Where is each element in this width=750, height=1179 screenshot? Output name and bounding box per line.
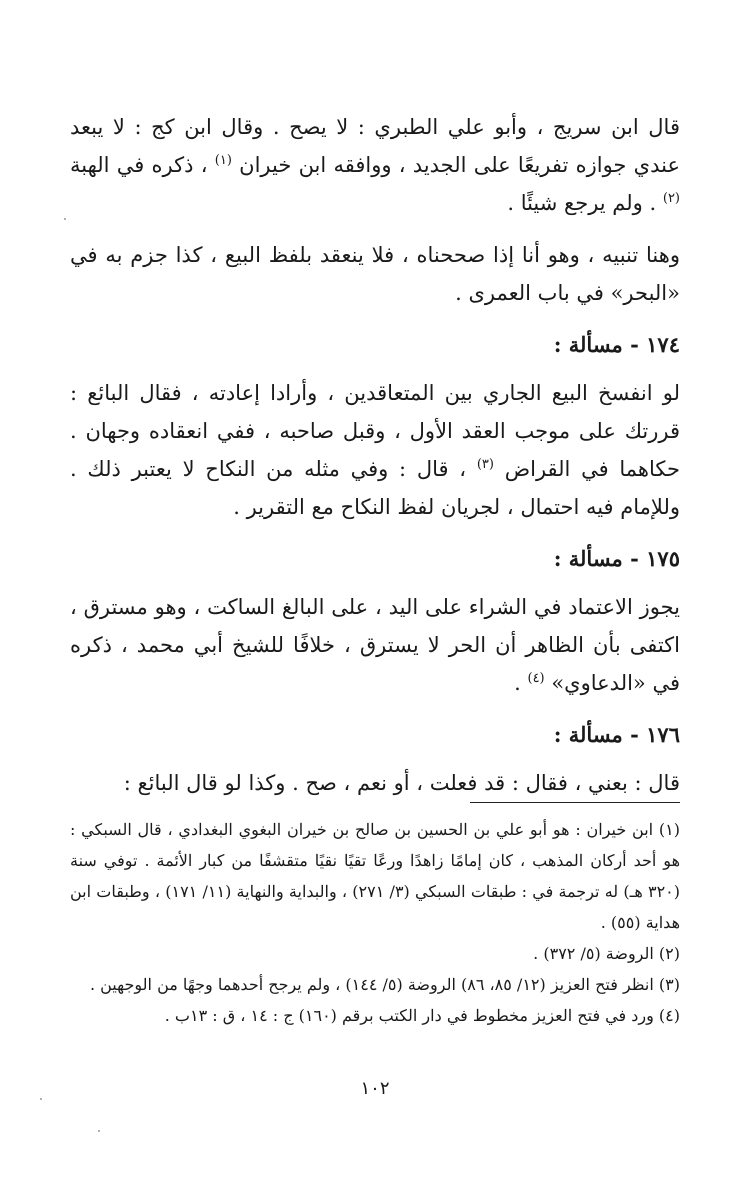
footnote-ref-2: (٢) (662, 191, 680, 206)
paragraph-4 (70, 588, 680, 702)
paragraph-2: وهنا تنبيه ، وهو أنا إذا صححناه ، فلا ينعقد بلفظ البيع ، كذا جزم به في «البحر» في باب العمرى . (70, 243, 680, 305)
paragraph-3-text-a: لو انفسخ البيع الجاري بين المتعاقدين ، وأرادا إعادته ، فقال البائع : قررتك على موجب العقد الأول ، وقبل صاحبه ، ففي انعقاده وجهان . حكاهما في القراض (70, 381, 680, 481)
main-text (70, 108, 680, 802)
footnote-ref-1: (١) (214, 153, 232, 168)
issue-heading-175: ١٧٥ - مسألة : (553, 546, 680, 571)
paragraph-1-text-a: قال ابن سريج ، وأبو علي الطبري : لا يصح . وقال ابن كج : لا يبعد عندي جوازه تفريعًا على الجديد ، ووافقه ابن خيران (70, 115, 680, 177)
footnotes (70, 814, 680, 1031)
scan-speck (40, 1098, 42, 1100)
paragraph-1-text-b: ، ذكره في الهبة (70, 153, 208, 177)
footnote-3: (٣) انظر فتح العزيز (١٢/ ٨٥، ٨٦) الروضة (٥/ ١٤٤) ، ولم يرجح أحدهما وجهًا من الوجهين . (89, 975, 680, 994)
footnote-ref-3: (٣) (476, 457, 494, 472)
paragraph-3-text-b: ، قال : وفي مثله من النكاح لا يعتبر ذلك . وللإمام فيه احتمال ، لجريان لفظ النكاح مع التقرير . (70, 457, 680, 519)
footnote-separator (470, 802, 680, 803)
footnote-1: (١) ابن خيران : هو أبو علي بن الحسين بن صالح بن خيران البغوي البغدادي ، قال السبكي : هو أحد أركان المذهب ، كان إمامًا زاهدًا ورعًا تقيًا نقيًا متقشفًا من كبار الأئمة . توفي سنة (٣٢٠ هـ) له ترجمة في : طبقات السبكي (٣/ ٢٧١) ، والبداية والنهاية (١١/ ١٧١) ، وطبقات ابن هداية (٥٥) . (70, 820, 681, 932)
scan-speck (98, 1130, 100, 1132)
page-number: ١٠٢ (360, 1078, 390, 1099)
paragraph-4-text-b: . (514, 671, 521, 695)
issue-heading-176: ١٧٦ - مسألة : (553, 722, 680, 747)
footnote-ref-4: (٤) (527, 671, 545, 686)
footnote-4: (٤) ورد في فتح العزيز مخطوط في دار الكتب برقم (١٦٠) ج : ١٤ ، ق : ١٣ب . (164, 1006, 680, 1025)
footnote-2: (٢) الروضة (٥/ ٣٧٢) . (533, 944, 680, 963)
paragraph-3 (70, 374, 680, 526)
paragraph-1 (70, 108, 680, 222)
paragraph-1-text-c: . ولم يرجع شيئًا . (507, 191, 657, 215)
scan-speck (64, 218, 66, 220)
paragraph-4-text-a: يجوز الاعتماد في الشراء على اليد ، على البالغ الساكت ، وهو مسترق ، اكتفى بأن الظاهر أن الحر لا يسترق ، خلافًا للشيخ أبي محمد ، ذكره في «الدعاوي» (70, 595, 680, 695)
issue-heading-174: ١٧٤ - مسألة : (553, 332, 680, 357)
paragraph-5: قال : بعني ، فقال : قد فعلت ، أو نعم ، صح . وكذا لو قال البائع : (123, 771, 680, 795)
